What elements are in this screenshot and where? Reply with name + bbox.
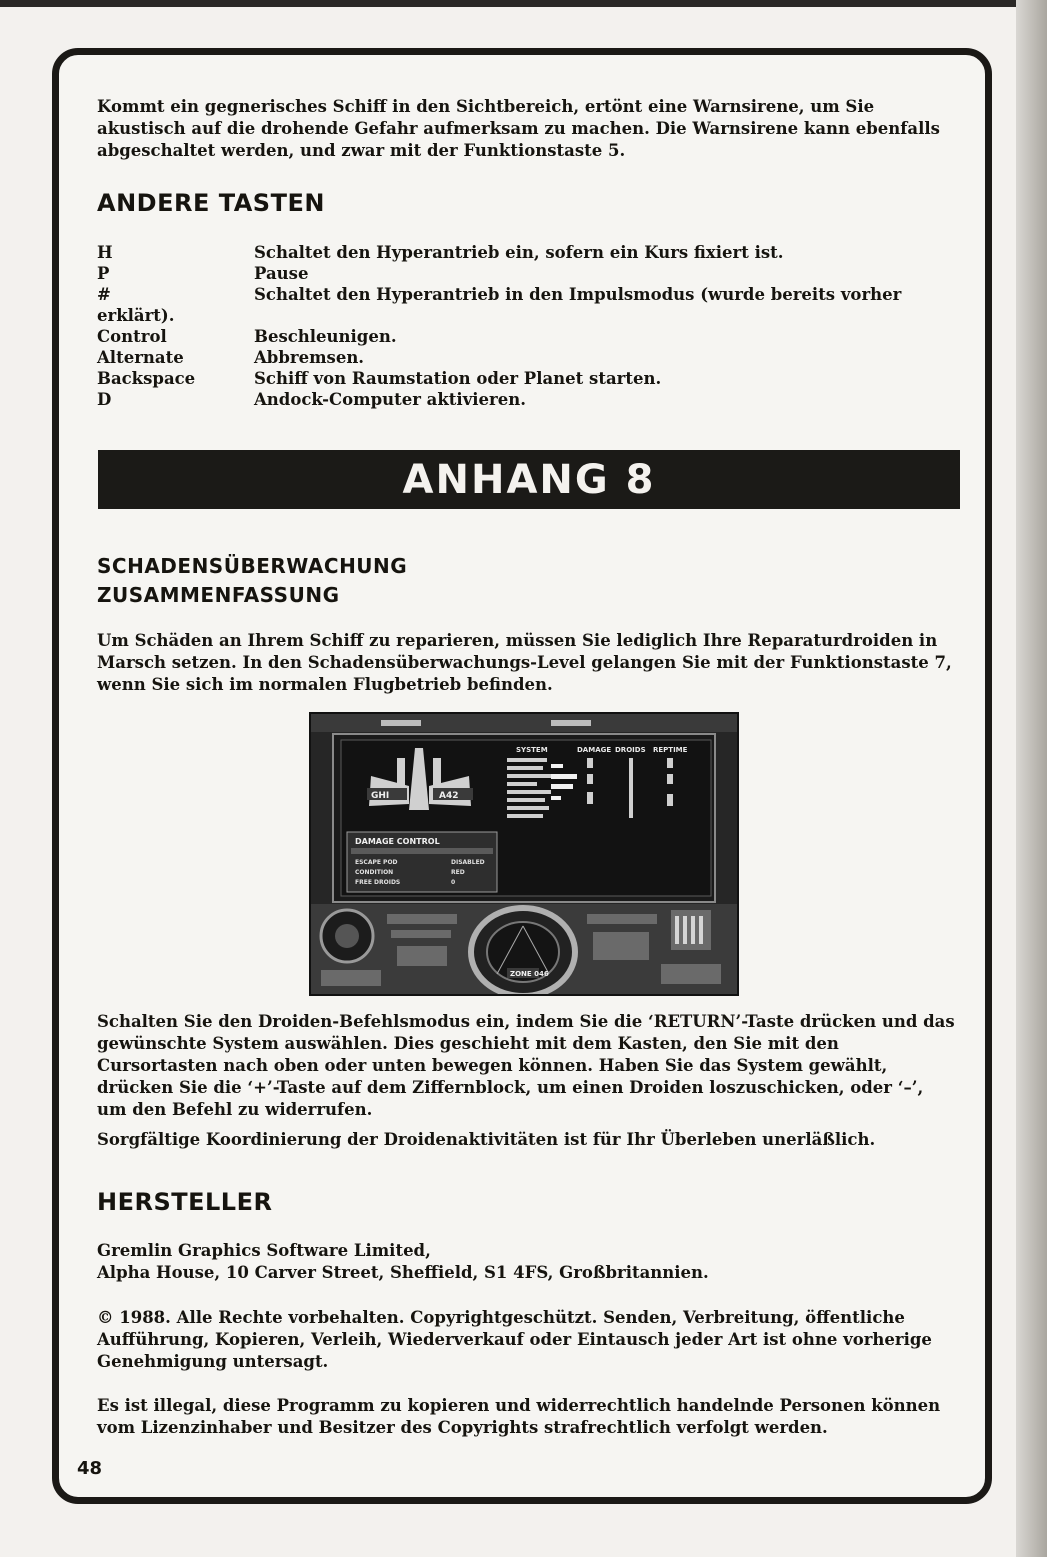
key-name: # [97, 285, 111, 304]
panel-value-2: RED [451, 869, 465, 876]
key-list [97, 242, 957, 410]
key-description: Beschleunigen. [254, 327, 397, 346]
key-row [97, 326, 957, 347]
key-name: Control [97, 327, 167, 346]
manufacturer-name: Gremlin Graphics Software Limited, [97, 1241, 431, 1260]
key-row [97, 242, 957, 263]
key-description: Pause [254, 264, 309, 283]
key-name: D [97, 390, 112, 409]
game-screenshot [309, 712, 739, 996]
panel-label-2: CONDITION [355, 869, 394, 876]
panel-value-3: 0 [451, 879, 456, 886]
key-description: Schaltet den Hyperantrieb ein, sofern ein Kurs fixiert ist. [254, 243, 784, 262]
panel-label-1: ESCAPE POD [355, 859, 398, 866]
manufacturer-address: Alpha House, 10 Carver Street, Sheffield, S1 4FS, Großbritannien. [97, 1263, 709, 1282]
hersteller-heading: HERSTELLER [97, 1188, 273, 1216]
schaden-paragraph-2: Schalten Sie den Droiden-Befehlsmodus ein, indem Sie die ‘RETURN’-Taste drücken und das gewünschte System auswählen. Dies geschieht mit dem Kasten, den Sie mit den Cursortasten nach oben oder unten bewegen können. Haben Sie das System gewählt, drücken Sie die ‘+’-Taste auf dem Ziffernblock, um einen Droiden loszuschicken, oder ‘–’, um den Befehl zu widerrufen. [97, 1012, 955, 1119]
key-name: erklärt). [97, 306, 175, 325]
andere-tasten-heading: ANDERE TASTEN [97, 189, 325, 217]
schaden-heading-line2: ZUSAMMENFASSUNG [97, 583, 340, 607]
key-description: Schiff von Raumstation oder Planet starten. [254, 369, 662, 388]
ship-label-left: GHI [371, 791, 390, 801]
droids-header: DROIDS [615, 746, 646, 754]
key-row [97, 368, 957, 389]
top-rule [0, 0, 1047, 7]
key-row [97, 284, 957, 305]
key-name: Backspace [97, 369, 196, 388]
panel-label-3: FREE DROIDS [355, 879, 401, 886]
page-number: 48 [77, 1458, 103, 1479]
panel-value-1: DISABLED [451, 859, 485, 866]
key-name: Alternate [97, 348, 184, 367]
key-row [97, 305, 957, 326]
key-name: P [97, 264, 110, 283]
key-description [254, 305, 957, 326]
panel-title: DAMAGE CONTROL [355, 837, 440, 846]
key-description: Schaltet den Hyperantrieb in den Impulsmodus (wurde bereits vorher [254, 285, 902, 304]
appendix-title: ANHANG 8 [402, 456, 656, 503]
page-edge [1016, 0, 1047, 1557]
appendix-banner [98, 450, 960, 509]
reptime-header: REPTIME [653, 746, 688, 754]
key-row [97, 389, 957, 410]
key-row [97, 263, 957, 284]
schaden-paragraph-3: Sorgfältige Koordinierung der Droidenaktivitäten ist für Ihr Überleben unerläßlich. [97, 1130, 876, 1149]
zone-readout: ZONE 046 [510, 970, 549, 978]
legal-notice: Es ist illegal, diese Programm zu kopieren und widerrechtlich handelnde Personen können vom Lizenzinhaber und Besitzer des Copyrights strafrechtlich verfolgt werden. [97, 1396, 941, 1437]
key-description: Andock-Computer aktivieren. [254, 390, 526, 409]
page-frame [52, 48, 992, 1504]
schaden-paragraph-1: Um Schäden an Ihrem Schiff zu reparieren, müssen Sie lediglich Ihre Reparaturdroiden in Marsch setzen. In den Schadensüberwachungs-Level gelangen Sie mit der Funktionstaste 7, wenn Sie sich im normalen Flugbetrieb befinden. [97, 631, 952, 694]
ship-label-right: A42 [439, 791, 459, 801]
schaden-heading-line1: SCHADENSÜBERWACHUNG [97, 554, 408, 578]
copyright-notice: © 1988. Alle Rechte vorbehalten. Copyrightgeschützt. Senden, Verbreitung, öffentliche Aufführung, Kopieren, Verleih, Wiederverkauf oder Eintausch jeder Art ist ohne vorherige Genehmigung untersagt. [97, 1308, 932, 1371]
intro-paragraph: Kommt ein gegnerisches Schiff in den Sichtbereich, ertönt eine Warnsirene, um Sie akustisch auf die drohende Gefahr aufmerksam zu machen. Die Warnsirene kann ebenfalls abgeschaltet werden, und zwar mit der Funktionstaste 5. [97, 97, 940, 160]
system-header: SYSTEM [516, 746, 548, 754]
key-description: Abbremsen. [254, 348, 365, 367]
key-name: H [97, 243, 113, 262]
key-row [97, 347, 957, 368]
damage-header: DAMAGE [577, 746, 612, 754]
